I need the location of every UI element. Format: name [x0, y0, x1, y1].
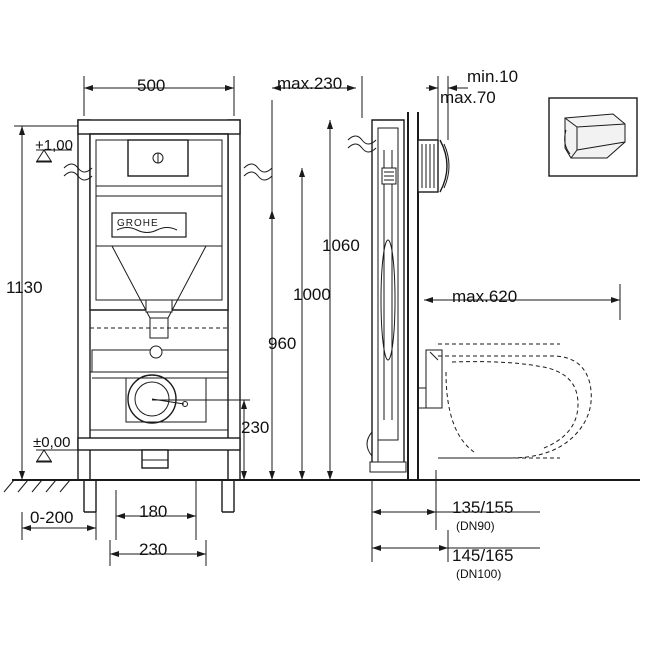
dim-outlet-135-155: 135/155: [452, 498, 514, 517]
grohe-logo-text: GROHE: [117, 218, 159, 229]
dim-width-500: 500: [137, 76, 166, 95]
dim-230-outlet-height: 230: [241, 418, 270, 437]
dim-height-1130: 1130: [6, 278, 43, 297]
dim-max-620: max.620: [452, 287, 518, 306]
dim-180: 180: [139, 502, 168, 521]
dim-outlet-dn100: (DN100): [456, 567, 502, 581]
dim-outlet-145-165: 145/165: [452, 546, 514, 565]
dim-1000: 1000: [293, 285, 331, 304]
level-plus-1-00: +1,00: [35, 137, 73, 154]
dim-1060: 1060: [322, 236, 360, 255]
dim-230-depth: 230: [139, 540, 168, 559]
dim-0-200: 0-200: [30, 508, 74, 527]
dim-960: 960: [268, 334, 297, 353]
dim-min-10: min.10: [467, 67, 519, 86]
dim-max-70: max.70: [440, 88, 496, 107]
dim-max-230: max.230: [277, 74, 343, 93]
dim-outlet-dn90: (DN90): [456, 519, 495, 533]
level-zero: ±0,00: [33, 434, 71, 451]
